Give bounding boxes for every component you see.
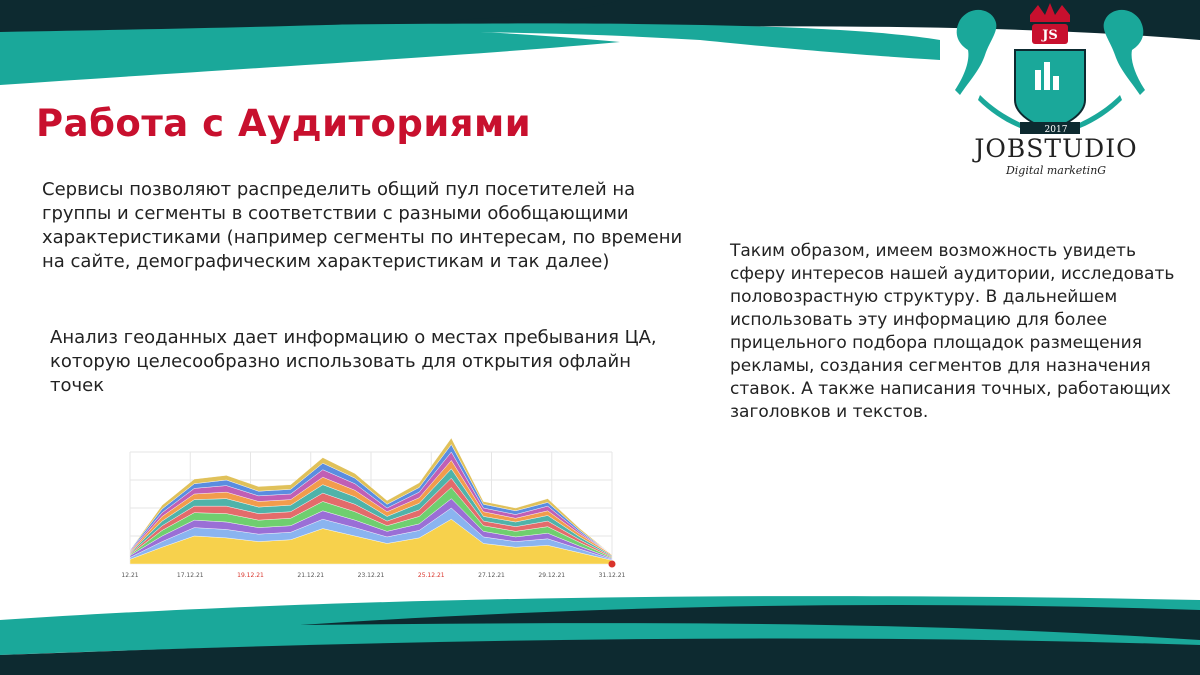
paragraph-segments: Сервисы позволяют распределить общий пул посетителей на группы и сегменты в соответствии с разными обобщающими характеристиками (например сегменты по интересам, по времени на сайте, демографическим характеристикам и так далее) [42,179,683,272]
horse-right-icon [1104,10,1145,95]
x-tick-label: 29.12.21 [538,572,566,579]
x-tick-label: 19.12.21 [237,572,264,579]
x-tick-label: 27.12.21 [478,572,505,579]
x-tick-label: 12.21 [121,572,139,579]
paragraph-geodata: Анализ геоданных дает информацию о местах пребывания ЦА, которую целесообразно использовать для открытия офлайн точек [50,327,657,396]
paragraph-conclusion: Таким образом, имеем возможность увидеть сферу интересов нашей аудитории, исследовать половозрастную структуру. В дальнейшем использовать эту информацию для более прицельного подбора площадок размещения рекламы, создания сегментов для назначения ставок. А также написания точных, работающих заголовков и текстов. [730,241,1175,422]
stacked-area-chart [121,446,626,586]
shield-icon [1015,50,1085,130]
horse-left-icon [955,10,996,95]
x-tick-label: 25.12.21 [417,572,445,579]
slide-title: Работа с Аудиториями [36,102,532,145]
logo-monogram: JS [1042,28,1058,43]
x-tick-label: 17.12.21 [176,572,204,579]
x-tick-label: 21.12.21 [297,572,325,579]
top-teal-wave-left [0,26,620,85]
logo-name: JOBSTUDIO [974,134,1138,163]
logo-year: 2017 [1044,125,1068,135]
x-tick-label: 23.12.21 [357,572,385,579]
last-point-marker [609,561,616,568]
x-tick-label: 31.12.21 [598,572,626,579]
logo-subtitle: Digital marketinG [1005,164,1107,177]
